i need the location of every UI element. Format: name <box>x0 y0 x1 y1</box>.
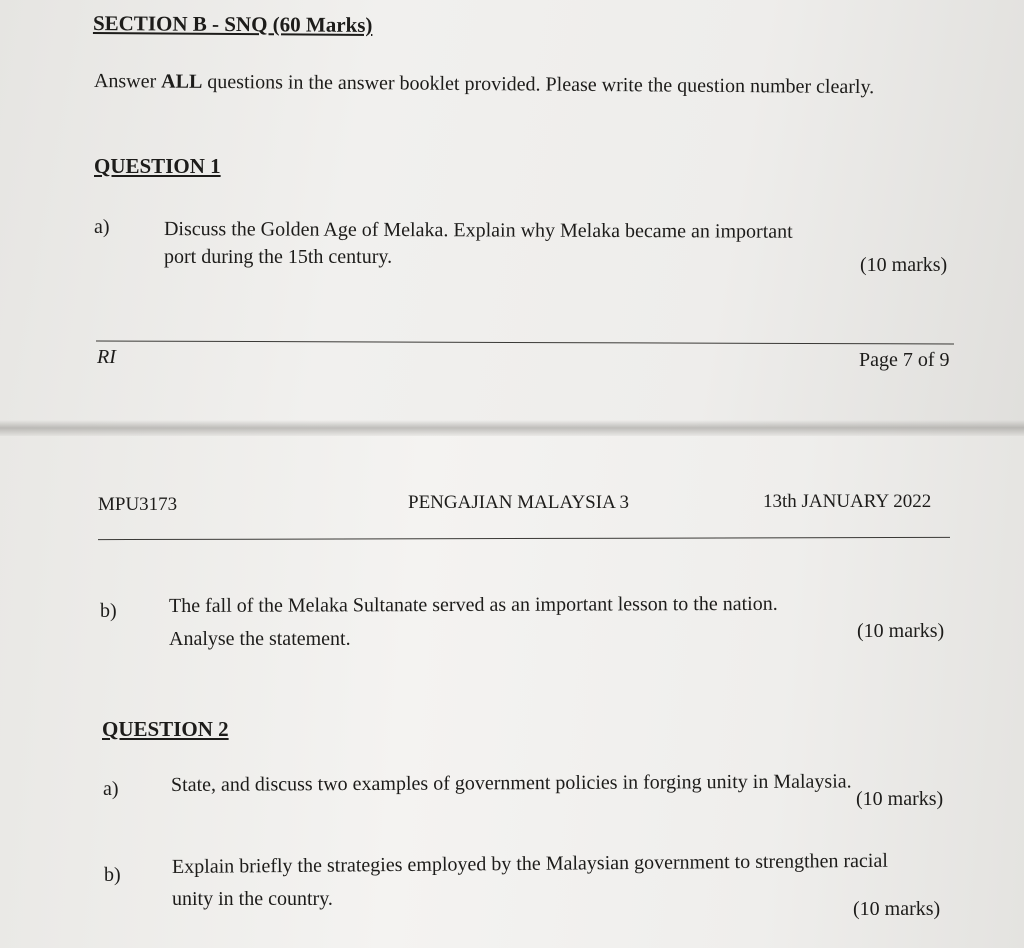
question-2b-line2: unity in the country. <box>172 888 333 910</box>
header-course-code: MPU3173 <box>98 494 178 515</box>
question-2a-label: a) <box>103 778 119 800</box>
question-1a-line2: port during the 15th century. <box>164 246 393 268</box>
question-2b-label: b) <box>104 864 121 886</box>
header-date: 13th JANUARY 2022 <box>763 491 932 512</box>
question-1b-label: b) <box>100 600 117 622</box>
footer-left-initials: RI <box>97 346 116 368</box>
section-title: SECTION B - SNQ (60 Marks) <box>92 11 373 37</box>
question-1-heading: QUESTION 1 <box>94 154 221 178</box>
instruction-prefix: Answer <box>93 70 162 93</box>
question-2a-line1: State, and discuss two examples of government policies in forging unity in Malaysia. <box>170 770 852 796</box>
instruction-bold: ALL <box>161 70 203 93</box>
header-subject: PENGAJIAN MALAYSIA 3 <box>408 492 629 513</box>
question-1a-marks: (10 marks) <box>860 254 948 276</box>
instruction-suffix: questions in the answer booklet provided. Please write the question number clearly. <box>202 70 875 99</box>
footer-page-number: Page 7 of 9 <box>859 349 950 371</box>
question-2a-marks: (10 marks) <box>856 788 944 810</box>
question-1b-line2: Analyse the statement. <box>169 628 351 650</box>
question-1b-marks: (10 marks) <box>857 620 945 642</box>
question-1a-line1: Discuss the Golden Age of Melaka. Explain why Melaka became an important <box>163 218 793 243</box>
question-2b-marks: (10 marks) <box>853 898 941 920</box>
question-2b-line1: Explain briefly the strategies employed by the Malaysian government to strengthen racial <box>171 849 888 878</box>
question-1a-label: a) <box>94 216 110 238</box>
question-2-heading: QUESTION 2 <box>102 717 229 741</box>
page-fold-seam <box>0 420 1024 436</box>
question-1b-line1: The fall of the Melaka Sultanate served as an important lesson to the nation. <box>168 592 778 617</box>
